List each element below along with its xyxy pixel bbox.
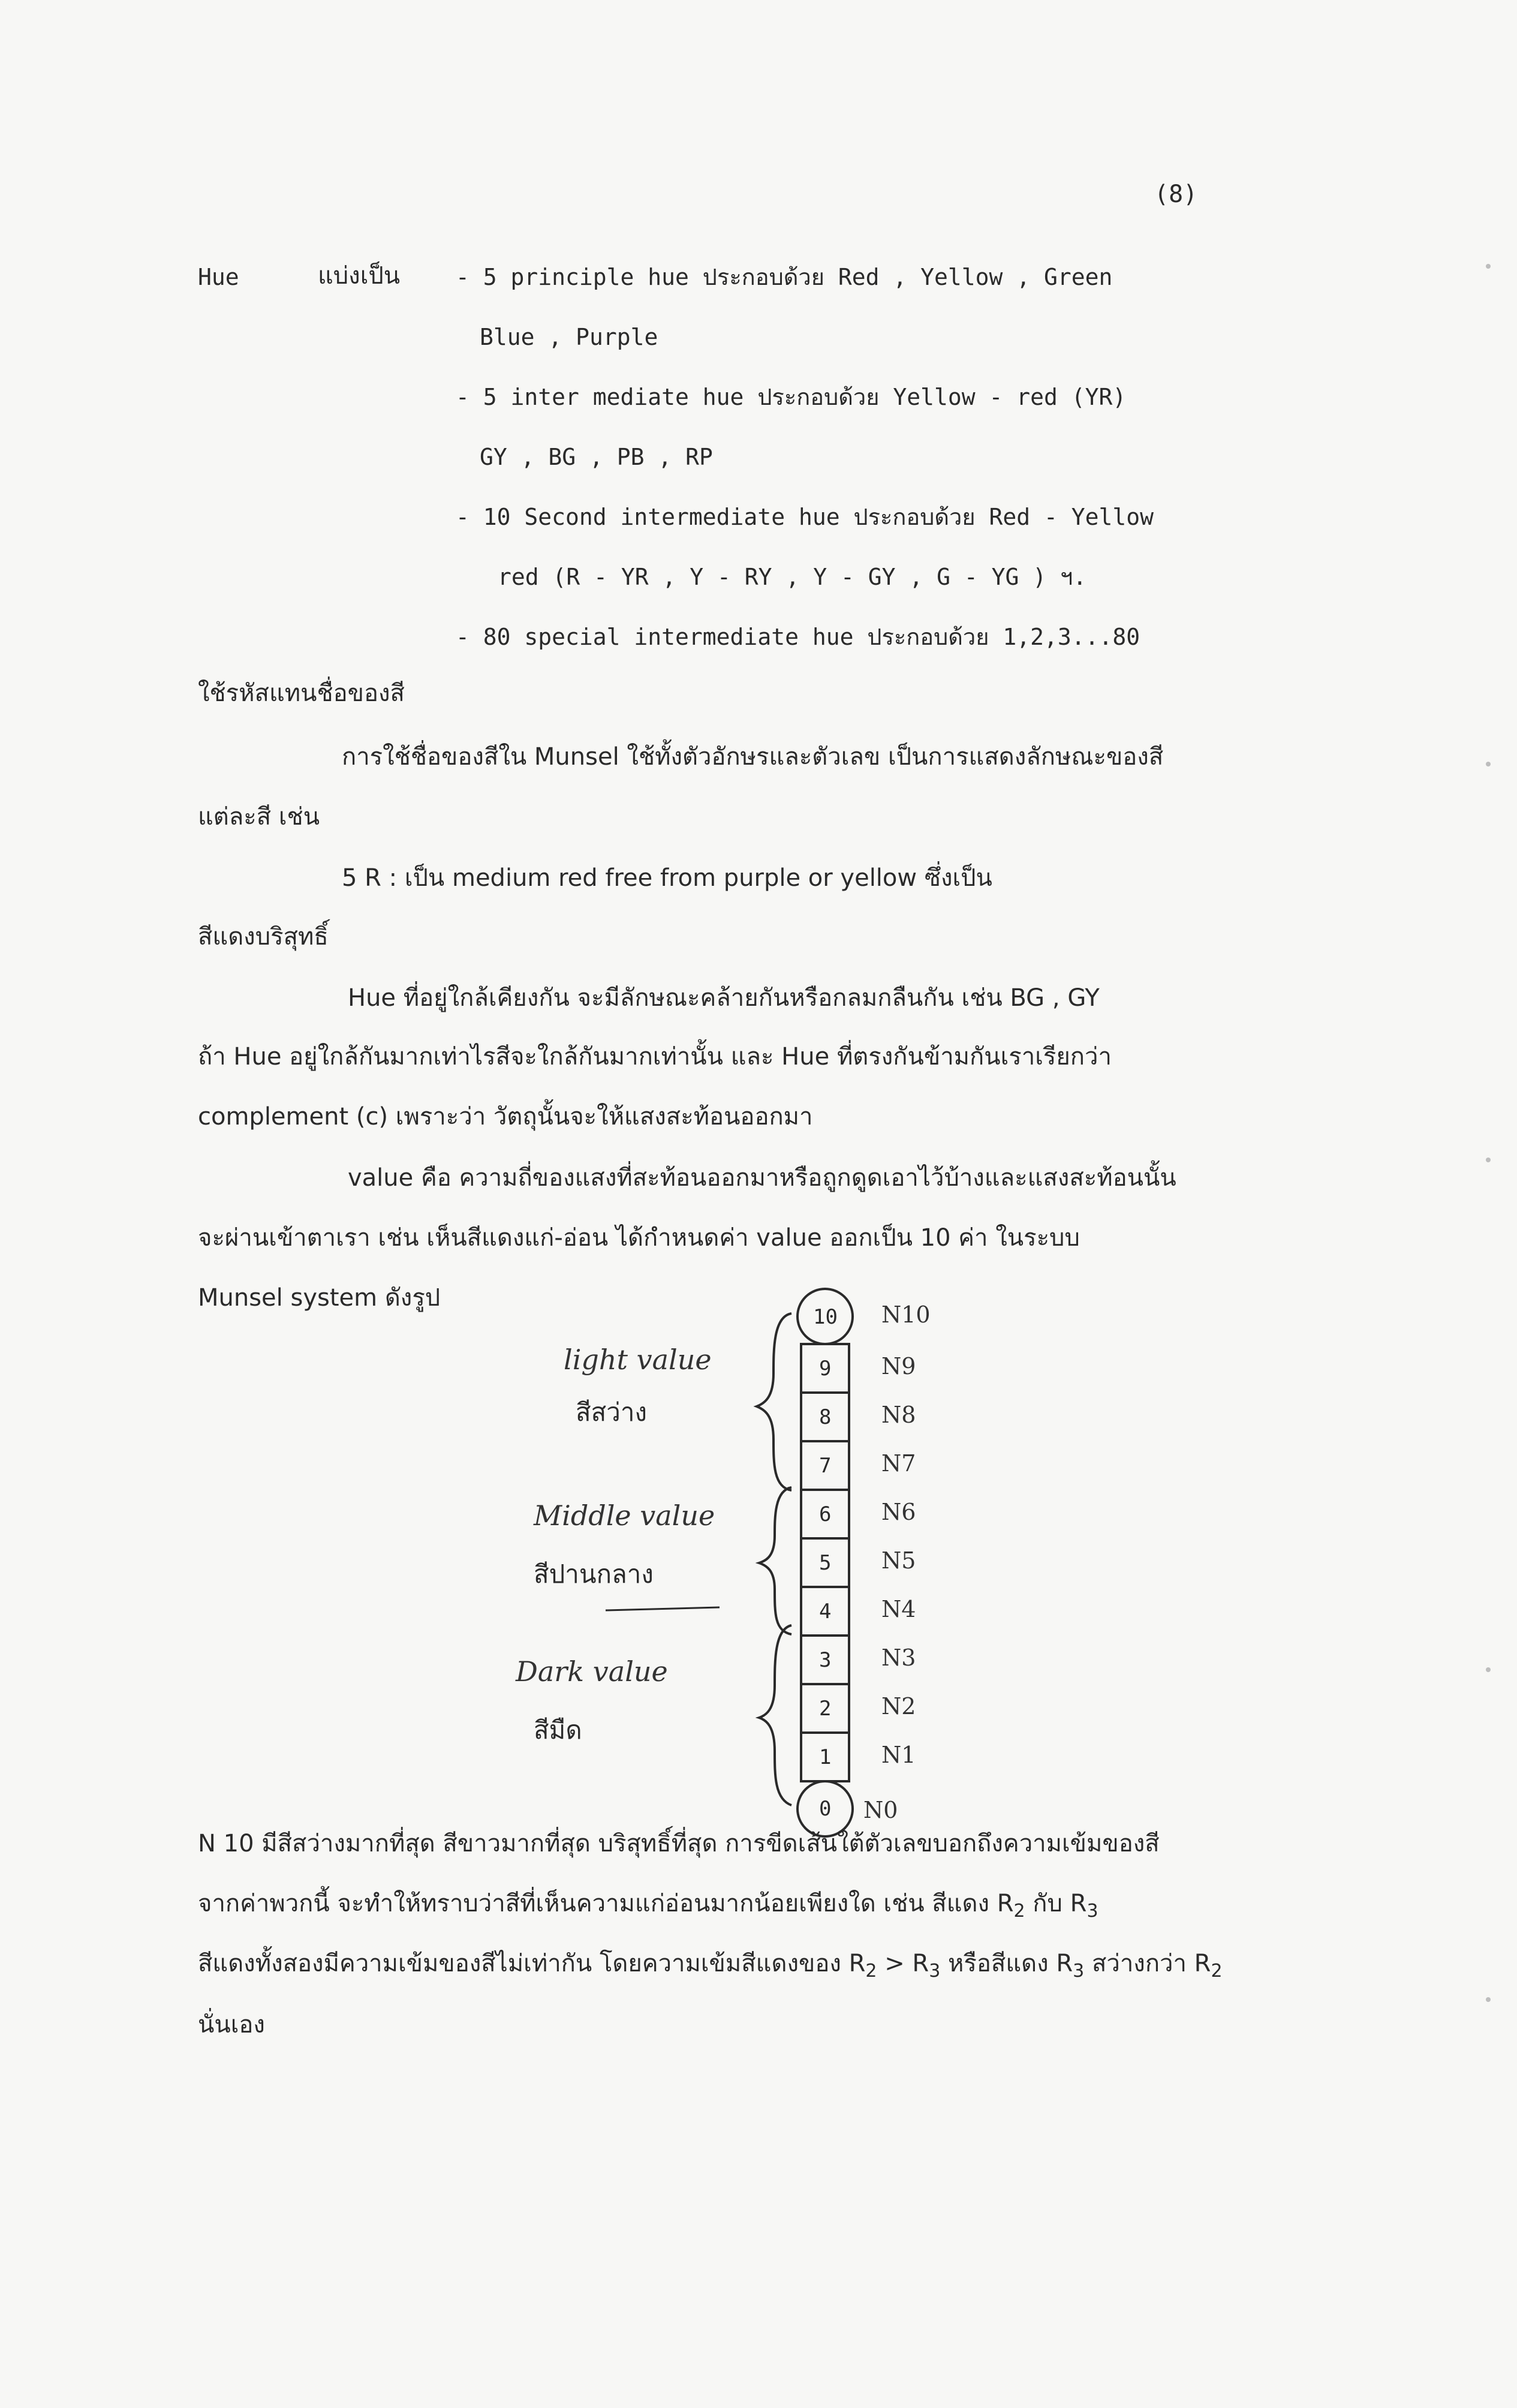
- n-label-4: N4: [881, 1596, 916, 1622]
- hue-line-7: - 80 special intermediate hue ประกอบด้วย 1,2,3...80: [456, 624, 1140, 650]
- para-2a: 5 R : เป็น medium red free from purple or yellow ซึ่งเป็น: [342, 864, 992, 892]
- n-label-10: N10: [881, 1301, 931, 1328]
- n-label-9: N9: [881, 1353, 916, 1379]
- bottom-line-3: [198, 1949, 1223, 1982]
- bottom-line-3-text-a: สีแดงทั้งสองมีความเข้มของสีไม่เท่ากัน โดยความเข้มสีแดงของ R: [198, 1950, 866, 1977]
- subscript: 2: [865, 1961, 877, 1982]
- subscript: 3: [929, 1961, 941, 1982]
- bottom-line-2-text-a: จากค่าพวกนี้ จะทำให้ทราบว่าสีที่เห็นความแก่อ่อนมากน้อยเพียงใด เช่น สีแดง R: [198, 1890, 1014, 1917]
- bottom-line-3-text-b: > R: [877, 1950, 929, 1977]
- middle-brace: [759, 1487, 791, 1634]
- n-label-6: N6: [881, 1499, 916, 1525]
- bottom-line-1: N 10 มีสีสว่างมากที่สุด สีขาวมากที่สุด บริสุทธิ์ที่สุด การขีดเส้นใต้ตัวเลขบอกถึงความเข้มของสี: [198, 1830, 1160, 1857]
- para-4c: Munsel system ดังรูป: [198, 1284, 441, 1312]
- para-4a: value คือ ความถี่ของแสงที่สะท้อนออกมาหรือถูกดูดเอาไว้บ้างและแสงสะท้อนนั้น: [348, 1164, 1176, 1192]
- para-1a: การใช้ชื่อของสีใน Munsel ใช้ทั้งตัวอักษรและตัวเลข เป็นการแสดงลักษณะของสี: [342, 743, 1164, 771]
- hue-line-2: Blue , Purple: [480, 324, 658, 350]
- n-label-5: N5: [881, 1547, 916, 1574]
- light-brace: [757, 1313, 791, 1490]
- subscript: 2: [1211, 1961, 1223, 1982]
- dark-value-label: Dark value: [516, 1655, 668, 1688]
- bottom-line-3-text-d: สว่างกว่า R: [1084, 1950, 1211, 1977]
- scale-num-9: 9: [819, 1357, 832, 1381]
- subscript: 3: [1073, 1961, 1085, 1982]
- n-label-8: N8: [881, 1402, 916, 1428]
- bottom-line-2: [198, 1889, 1098, 1922]
- subscript: 3: [1086, 1901, 1098, 1922]
- hue-divided-text: แบ่งเป็น: [318, 262, 401, 290]
- hue-line-6: red (R - YR , Y - RY , Y - GY , G - YG ) ฯ.: [498, 564, 1087, 590]
- middle-value-thai: สีปานกลาง: [534, 1559, 654, 1589]
- n-label-1: N1: [881, 1742, 916, 1768]
- n-label-0: N0: [863, 1797, 898, 1823]
- light-value-label: light value: [564, 1343, 712, 1376]
- bottom-line-4: นั่นเอง: [198, 2011, 265, 2039]
- dark-brace: [759, 1625, 791, 1805]
- scale-num-4: 4: [819, 1600, 832, 1624]
- scale-num-2: 2: [819, 1697, 832, 1721]
- para-1b: แต่ละสี เช่น: [198, 803, 320, 831]
- subscript: 2: [1013, 1901, 1025, 1922]
- scale-num-10: 10: [813, 1305, 838, 1329]
- para-3a: Hue ที่อยู่ใกล้เคียงกัน จะมีลักษณะคล้ายกันหรือกลมกลืนกัน เช่น BG , GY: [348, 984, 1100, 1012]
- hue-line-5: - 10 Second intermediate hue ประกอบด้วย Red - Yellow: [456, 504, 1154, 530]
- dark-value-thai: สีมืด: [534, 1715, 582, 1745]
- scale-num-5: 5: [819, 1551, 832, 1575]
- middle-value-label: Middle value: [534, 1499, 715, 1532]
- n-label-2: N2: [881, 1693, 916, 1719]
- n-label-3: N3: [881, 1645, 916, 1671]
- code-note: ใช้รหัสแทนชื่อของสี: [198, 680, 405, 707]
- bottom-line-3-text-c: หรือสีแดง R: [940, 1950, 1073, 1977]
- n-label-7: N7: [881, 1450, 916, 1477]
- para-2b: สีแดงบริสุทธิ์: [198, 923, 329, 951]
- para-4b: จะผ่านเข้าตาเรา เช่น เห็นสีแดงแก่-อ่อน ได้กำหนดค่า value ออกเป็น 10 ค่า ในระบบ: [198, 1224, 1080, 1252]
- light-value-thai: สีสว่าง: [576, 1397, 647, 1427]
- page-number: (8): [1154, 181, 1198, 208]
- hue-line-1: - 5 principle hue ประกอบด้วย Red , Yellow , Green: [456, 264, 1113, 290]
- para-3b: ถ้า Hue อยู่ใกล้กันมากเท่าไรสีจะใกล้กันมากเท่านั้น และ Hue ที่ตรงกันข้ามกันเราเรียกว่า: [198, 1043, 1112, 1071]
- scale-num-6: 6: [819, 1502, 832, 1526]
- hue-label: Hue: [198, 264, 239, 290]
- hue-line-3: - 5 inter mediate hue ประกอบด้วย Yellow - red (YR): [456, 384, 1127, 410]
- hue-line-4: GY , BG , PB , RP: [480, 444, 713, 470]
- para-3c: complement (c) เพราะว่า วัตถุนั้นจะให้แสงสะท้อนออกมา: [198, 1103, 813, 1131]
- bottom-line-2-text-b: กับ R: [1025, 1890, 1087, 1917]
- scale-num-3: 3: [819, 1648, 832, 1672]
- scale-num-0: 0: [819, 1797, 832, 1821]
- scale-num-8: 8: [819, 1405, 832, 1429]
- scale-num-7: 7: [819, 1454, 832, 1478]
- scale-num-1: 1: [819, 1745, 832, 1769]
